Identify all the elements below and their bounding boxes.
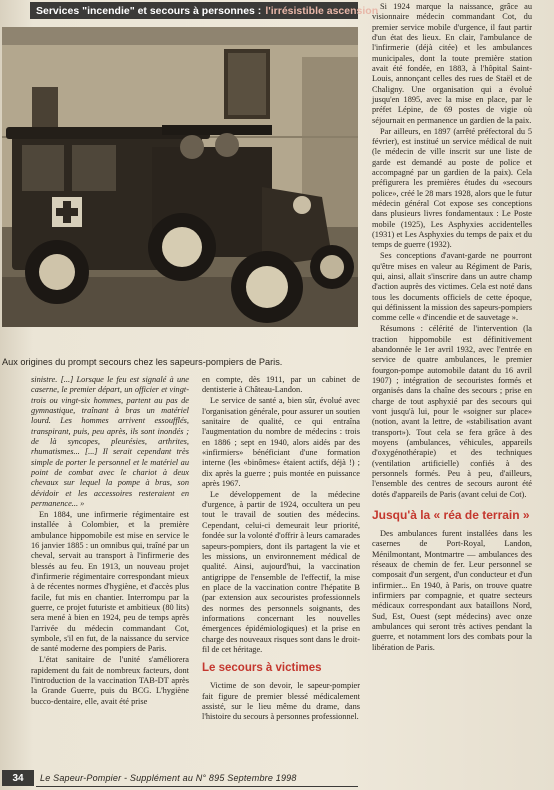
column-2 [202,375,360,768]
column-3-paragraph: Si 1924 marque la naissance, grâce au visionnaire médecin commandant Cot, du premier service mobile d'urgence, il faut partir d'un état des lieux. En clair, l'ambulance de l'infirmerie (déjà citée) et les ambulances municipales, dont la toute première station avait été fondée, en 1883, à l'hôpital Saint-Louis, annonçant celles des rues de Staël et de Chaligny. Une organisation qui a évolué jusqu'en 1895, avec la mise en place, par le préfet Lépine, de 69 postes de vigie où séjournait en permanence un gardien de la paix. [372,2,532,125]
column-1-paragraph: En 1884, une infirmerie régimentaire est installée à Colombier, et la première ambulance hippomobile est mise en service le 16 janvier 1885 : un omnibus qui, traîné par un cheval, servait au transport à l'infirmerie des blessés au feu. En 1913, un nouveau projet d'infirmerie régimentaire correspondant mieux à de récentes normes d'hygiène, et d'accès plus facile, fut mis en chantier. Interrompu par la guerre, ce projet futuriste et ambitieux (80 lits) sera mené à bien en 1924, peu de temps après l'arrivée du médecin commandant Cot, symbole, s'il en fut, de la naissance du service de santé moderne des pompiers de Paris. [31,509,189,654]
column-3-paragraph: Par ailleurs, en 1897 (arrêté préfectoral du 5 février), est institué un service médical de nuit (le médecin de ville inscrit sur une liste de garde est demandé au poste de police et accompagné par un gardien de la paix). Cela préfigurera les premières études du «secours police», créé le 28 mars 1928, alors que le futur médecin général Cot expose ses conceptions dans plusieurs livres fondamentaux : Le Poste mobile (1925), Les Asphyxies accidentelles (1931) et Les Asphyxies du temps de paix et du temps de guerre (1932). [372,126,532,250]
column-2-paragraph: Victime de son devoir, le sapeur-pompier fait figure de premier blessé médicalement assisté, sur le lieu même du drame, dans l'histoire du secours à personnes professionnel. [202,681,360,722]
column-2-paragraph: Le développement de la médecine d'urgence, à partir de 1924, occultera un peu tout le travail de soutien des médecins. Cependant, celui-ci demeurait leur priorité, fondée sur la volonté d'offrir à leurs camarades sapeurs-pompiers, dont ils partagent la vie et les missions, un environnement médical de qualité. Ainsi, aujourd'hui, la vaccination antigrippe de l'ensemble de l'effectif, la mise en place de la vaccination contre l'hépatite B (par extension aux secouristes professionnels des normes des personnels soignants, des informations concernant les nouvelles émergences épidémiologiques) et la prise en charge des nouveaux risques sont dans le droit-fil de cet héritage. [202,489,360,654]
section-label: Services "incendie" et secours à personnes : [36,4,262,17]
column-1 [31,375,189,768]
ambulance-illustration [2,27,358,327]
column-2-paragraph: Le service de santé a, bien sûr, évolué avec l'organisation générale, pour assurer un soutien sanitaire de qualité, ce qui entraîna l'augmentation du nombre de médecins : trois en 1886 ; sept en 1940, alors aidés par des «infirmiers» bénéficiant d'une formation interne (les «binômes» étaient actifs, déjà !) ; dix après la guerre ; puis montée en puissance après 1967. [202,396,360,488]
column-1-paragraph: L'état sanitaire de l'unité s'améliorera rapidement du fait de nombreux facteurs, dont l'introduction de la vaccination TAB-DT après la Grande Guerre, puis du BCG. L'hygiène bucco-dentaire, elle, avait été prise [31,655,189,706]
page-footer [0,770,554,786]
footer-publication: Le Sapeur-Pompier - Supplément au N° 895 Septembre 1998 [40,773,297,783]
column-1-paragraph: sinistre. [...] Lorsque le feu est signalé à une caserne, le premier départ, un officier et vingt-trois ou vingt-six hommes, partent au pas de gymnastique, traînant à bras un matériel lourd. Les hommes arrivent essoufflés, transpirant, puis, peu après, ils sont inondés ; de là syncopes, pleurésies, arthrites, rhumatismes... [...] Il serait cependant très simple de porter le personnel et le matériel au point de combat avec le chariot à deux chevaux sur lequel la pompe à bras, son dévidoir et les accessoires resteraient en permanence... » [31,375,189,509]
column-3 [372,2,532,764]
section-banner [30,2,379,19]
historic-ambulance-photo [2,27,358,327]
section-title-rea: Jusqu'à la « réa de terrain » [372,508,530,522]
column-2-paragraph: en compte, dès 1911, par un cabinet de dentisterie à Château-Landon. [202,375,360,395]
footer-rule [36,786,358,787]
photo-caption: Aux origines du prompt secours chez les sapeurs-pompiers de Paris. [2,357,283,367]
page-number: 34 [2,770,34,786]
column-3-paragraph: Des ambulances furent installées dans les casernes de Port-Royal, Landon, Ménilmontant, Montmartre — ambulances des réseaux de chemin de fer. Leur personnel se composait d'un sergent, d'un conducteur et d'un infirmier... En 1940, à Paris, on trouve quatre infirmiers par compagnie, et quatre secteurs médicaux correspondant aux bataillons Nord, Sud, Est, Ouest (sept médecins) avec onze ambulances qui seront très actives pendant la guerre, et notamment lors des combats pour la libération de Paris. [372,529,532,652]
column-3-paragraph: Résumons : célérité de l'intervention (la traction hippomobile est définitivement abandonnée le 1er avril 1932, avec l'entrée en service de quatre ambulances, le premier fourgon-pompe automobile datant du 16 avril 1907) ; intégration de secouristes formés et organisés dans la chaîne des secours ; prise en charge de tout asphyxié par des secours qui vont jusqu'à lui, pour le «soigner sur place» (notion, avant la lettre, de «stabilisation avant transport»). Tout cela se fera grâce à des moyens (ambulances, véhicules, appareils d'oxygénothérapie) et des techniques (ventilation artificielle) confiés à des personnels formés. Peu à peu, d'ailleurs, l'ensemble des centres de secours auront été dotés d'appareils de Paris (avant celui de Cot). [372,324,532,499]
section-highlight: l'irrésistible ascension [265,4,379,17]
column-3-paragraph: Ses conceptions d'avant-garde ne pourront qu'être mises en valeur au Régiment de Paris, qui, ainsi, allait s'inscrire dans un autre champ d'action auprès des victimes. Cela est noté dans tous les documents officiels de cette époque, qui définissent la mission des sapeurs-pompiers comme celle « d'incendie et de sauvetage ». [372,251,532,323]
section-title-secours: Le secours à victimes [202,662,322,675]
